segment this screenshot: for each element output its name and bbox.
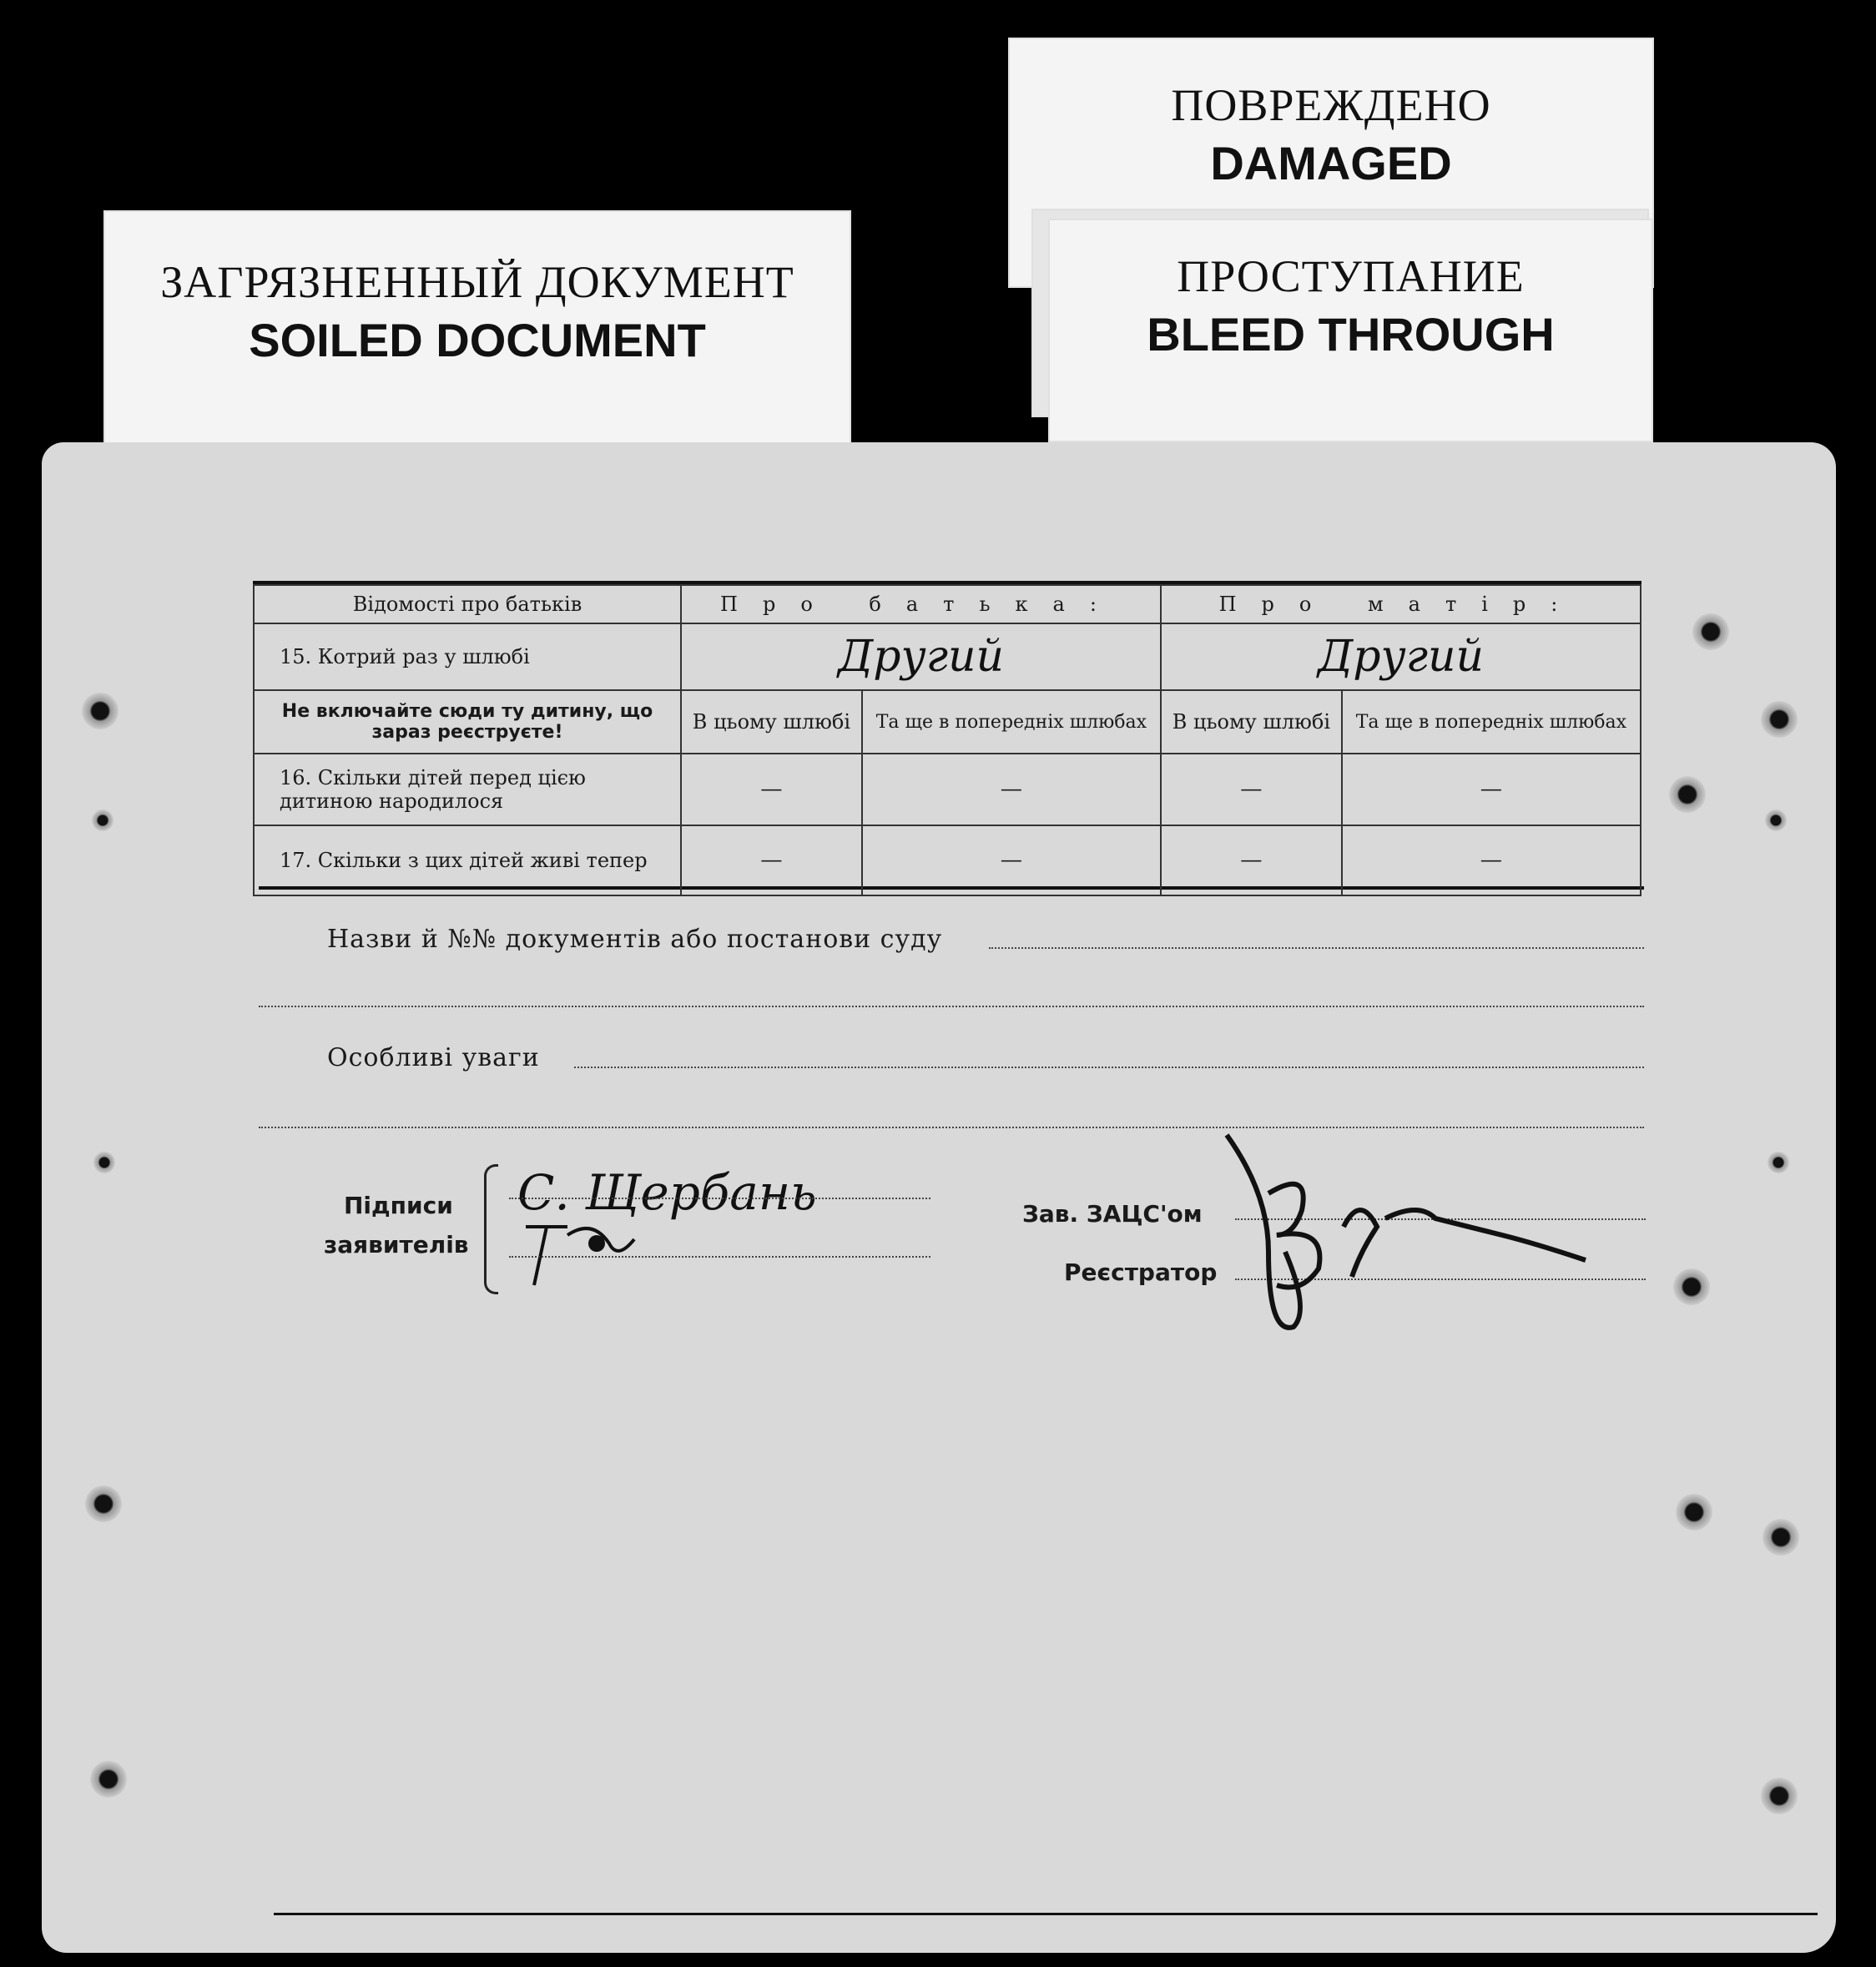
punch-hole [1669, 776, 1706, 813]
punch-hole [1761, 701, 1798, 738]
documents-label: Назви й №№ документів або постанови суду [327, 925, 943, 954]
row16-value: — [862, 754, 1161, 825]
exclusion-note: Не включайте сюди ту дитину, що зараз реєструєте! [254, 690, 681, 754]
bleed-label-ru: ПРОСТУПАНИЕ [1177, 251, 1525, 301]
mother-this-marriage-header: В цьому шлюбі [1161, 690, 1342, 754]
punch-hole [1763, 1519, 1799, 1556]
applicants-signatures-label-2: заявителів [324, 1231, 469, 1258]
row16-label: 16. Скільки дітей перед цією дитиною народилося [254, 754, 681, 825]
table-header-row [254, 585, 1641, 623]
father-marriage-value: Другий [837, 632, 1004, 682]
soiled-document-label [103, 210, 851, 444]
mother-previous-header: Та ще в попередніх шлюбах [1342, 690, 1641, 754]
punch-hole [90, 1761, 127, 1798]
head-label: Зав. ЗАЦС'ом [1022, 1200, 1203, 1228]
row16-value: — [1342, 754, 1641, 825]
punch-hole [82, 693, 119, 729]
applicant-signature: С. Щербань [517, 1164, 817, 1221]
father-this-marriage-header: В цьому шлюбі [681, 690, 862, 754]
applicants-signatures-label: Підписи [344, 1192, 453, 1219]
row17-value: — [862, 825, 1161, 895]
punch-hole [1676, 1494, 1712, 1531]
punch-hole [1673, 1268, 1710, 1305]
bleed-label-en: BLEED THROUGH [1147, 308, 1555, 361]
applicant-signature-line-2 [509, 1256, 930, 1258]
applicant-signature-mark [517, 1210, 651, 1294]
documents-field-line [989, 947, 1644, 949]
row15-label: 15. Котрий раз у шлюбі [254, 623, 681, 690]
punch-hole [85, 1485, 122, 1522]
table-row [254, 690, 1641, 754]
row17-value: — [681, 825, 862, 895]
parents-info-table [253, 584, 1642, 896]
mother-header: Про матір: [1161, 585, 1641, 623]
applicant-signature-line [509, 1198, 930, 1199]
remarks-field-line [574, 1067, 1644, 1068]
bleed-through-label [1048, 219, 1653, 442]
soiled-label-en: SOILED DOCUMENT [249, 314, 706, 366]
punch-hole [93, 1152, 115, 1173]
table-row [254, 623, 1641, 690]
row17-value: — [1161, 825, 1342, 895]
damaged-label-ru: ПОВРЕЖДЕНО [1171, 80, 1491, 130]
father-header: Про батька: [681, 585, 1161, 623]
mother-marriage-value: Другий [1317, 632, 1484, 682]
damaged-label-en: DAMAGED [1210, 137, 1452, 189]
row16-value: — [1161, 754, 1342, 825]
bottom-rule [274, 1913, 1818, 1915]
punch-hole [1768, 1152, 1789, 1173]
row16-value: — [681, 754, 862, 825]
signature-brace [484, 1164, 498, 1294]
remarks-label: Особливі уваги [327, 1043, 540, 1072]
parents-info-header: Відомості про батьків [254, 585, 681, 623]
table-row [254, 825, 1641, 895]
table-row [254, 754, 1641, 825]
punch-hole [1761, 1778, 1798, 1814]
punch-hole [1692, 613, 1729, 650]
row17-value: — [1342, 825, 1641, 895]
documents-field-line-2 [259, 1006, 1644, 1007]
father-previous-header: Та ще в попередніх шлюбах [862, 690, 1161, 754]
punch-hole [92, 809, 113, 831]
soiled-label-ru: ЗАГРЯЗНЕННЫЙ ДОКУМЕНТ [160, 257, 794, 307]
head-signature-mark [1218, 1127, 1602, 1344]
punch-hole [1765, 809, 1787, 831]
row17-label: 17. Скільки з цих дітей живі тепер [254, 825, 681, 895]
registrar-label: Реєстратор [1064, 1258, 1218, 1286]
